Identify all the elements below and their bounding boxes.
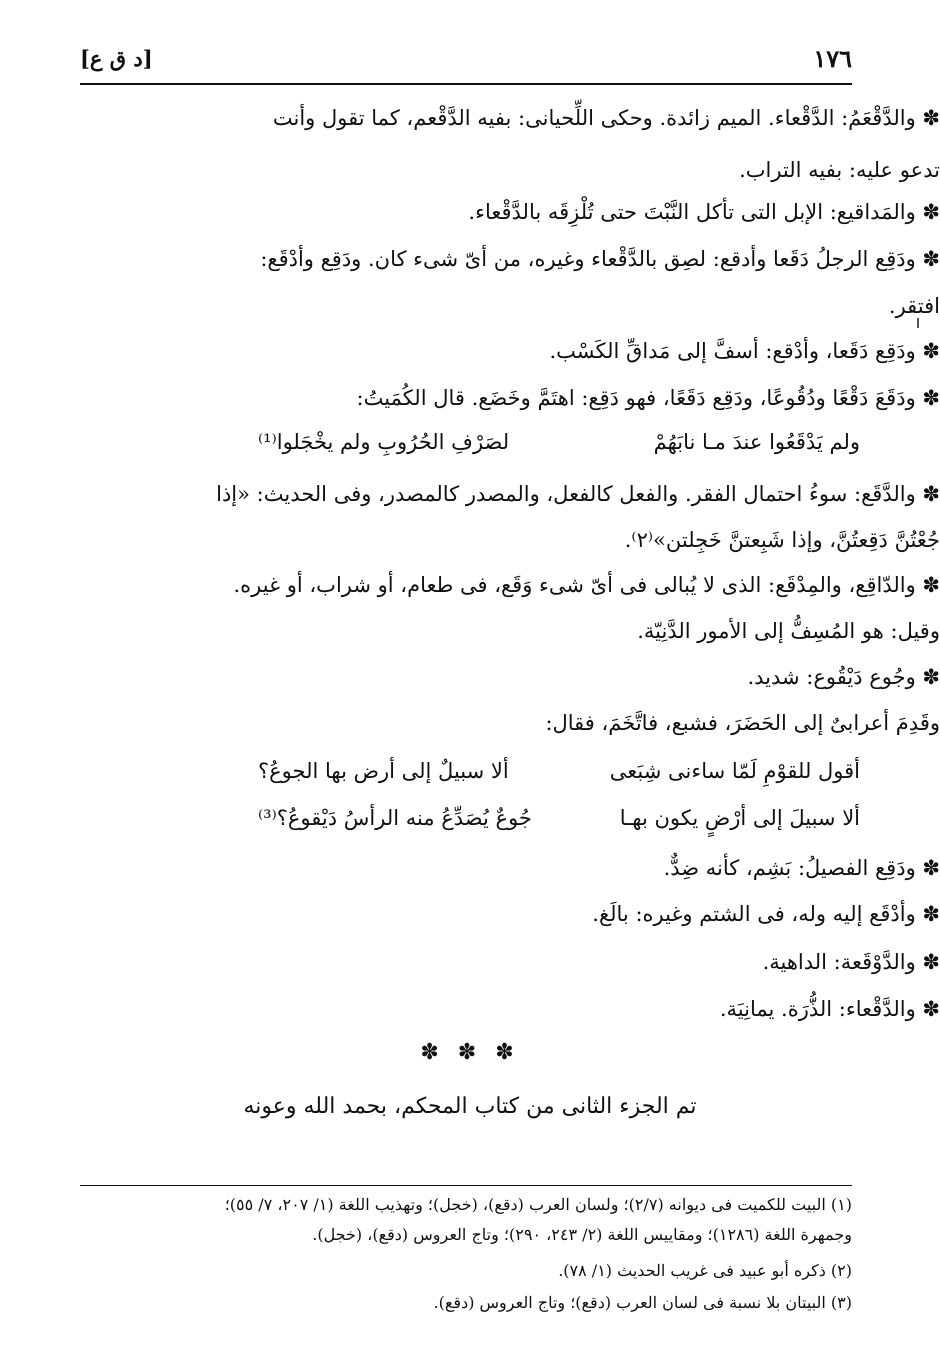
entry-line: ✽ ودَقِع دَقَعا، وأدْقع: أسفَّ إلى مَداقِّ الكَسْب.: [549, 339, 940, 363]
page-header: [80, 40, 852, 80]
entry-line: ✽ والدَّقْعاء: الذُّرَة. يمانِيَة.: [719, 997, 940, 1021]
verse-hemistich-second: لصَرْفِ الحُرُوبِ ولم يخْجَلوا⁽¹⁾: [258, 430, 510, 454]
entry-line: ✽ والدَّوْقَعة: الداهية.: [762, 950, 940, 974]
entry-line: وقَدِمَ أعرابىٌ إلى الحَضَرَ، فشبع، فاتَّخَمَ، فقال:: [545, 711, 940, 735]
entry-line: ✽ ودَقِع الرجلُ دَقَعا وأدقع: لصِق بالدَّقْعاء وغيره، من أىّ شىء كان. ودَقِع وأدْقَع:: [260, 247, 940, 271]
entry-line: ✽ والمَداقيع: الإبل التى تأكل النَّبْتَ حتى تُلْزِقَه بالدَّقْعاء.: [468, 200, 940, 224]
closing-statement: تم الجزء الثانى من كتاب المحكم، بحمد الله وعونه: [243, 1094, 697, 1119]
verse-hemistich-first: ولم يَدْقَعُوا عندَ مـا نابَهُمْ: [653, 430, 860, 454]
entry-line: ✽ والدَّقَع: سوءُ احتمال الفقر. والفعل كالفعل، والمصدر كالمصدر، وفى الحديث: «إذا: [216, 482, 940, 506]
footnote-rule: [80, 1185, 852, 1186]
entry-line: جُعْتُنَّ دَقِعتُنَّ، وإذا شَبِعتنَّ خَجِلتن»⁽٢⁾.: [624, 528, 940, 552]
root-tag: [د ق ع]: [80, 46, 153, 71]
entry-line: ✽ وأدْقَع إليه وله، فى الشتم وغيره: بالَغ.: [592, 902, 940, 926]
footnote-line: (٣) البيتان بلا نسبة فى لسان العرب (دقع)؛ وتاج العروس (دقع).: [433, 1293, 852, 1312]
section-separator: ✽ ✽ ✽: [420, 1040, 520, 1065]
entry-line: ✽ والدَّقْعَمُ: الدَّقْعاء. الميم زائدة. وحكى اللِّحيانى: بفيه الدَّقْعم، كما تقول وأنت: [272, 106, 940, 130]
entry-line: ✽ وجُوع دَيْقُوع: شديد.: [747, 665, 940, 689]
entry-line: تدعو عليه: بفيه التراب.: [739, 158, 940, 182]
entry-line: ✽ ودَقِع الفصيلُ: بَشِم، كأنه ضِدٌّ.: [663, 856, 940, 880]
footnote-line: (١) البيت للكميت فى ديوانه (٢/٧)؛ ولسان العرب (دقع)، (خجل)؛ وتهذيب اللغة (١/ ٢٠٧، ٧/ ٥٥)؛: [224, 1195, 852, 1214]
footnote-line: وجمهرة اللغة (١٢٨٦)؛ ومقاييس اللغة (٢/ ٢٤٣، ٢٩٠)؛ وتاج العروس (دقع)، (خجل).: [312, 1225, 852, 1244]
entry-line: وقيل: هو المُسِفُّ إلى الأمور الدَّنِيّة.: [637, 619, 940, 643]
entry-line: افتقر.: [888, 294, 940, 318]
entry-line: ✽ والدّاقِع، والمِدْقَع: الذى لا يُبالى فى أىّ شىء وَقَع، فى طعام، أو شراب، أو غيره.: [233, 573, 940, 597]
verse-hemistich-second: جُوعٌ يُصَدِّعُ منه الرأسُ دَيْقوعُ؟⁽³⁾: [258, 806, 532, 830]
verse-hemistich-first: أقول للقوْمِ لَمّا ساءنى شِبَعى: [609, 759, 860, 783]
entry-line: ✽ ودَقَعَ دَقْعًا ودُقُوعًا، ودَقِع دَقَعًا، فهو دَقِع: اهتَمَّ وخَضَع. قال الكُمَيتُ:: [356, 386, 940, 410]
verse-hemistich-second: ألا سبيلٌ إلى أرض بها الجوعُ؟: [258, 759, 509, 783]
header-rule: [80, 83, 852, 85]
verse-hemistich-first: ألا سبيلَ إلى أرْضٍ يكون بهـا: [619, 806, 860, 830]
page-number: ١٧٦: [813, 44, 852, 73]
footnote-line: (٢) ذكره أبو عبيد فى غريب الحديث (١/ ٧٨).: [558, 1261, 852, 1280]
